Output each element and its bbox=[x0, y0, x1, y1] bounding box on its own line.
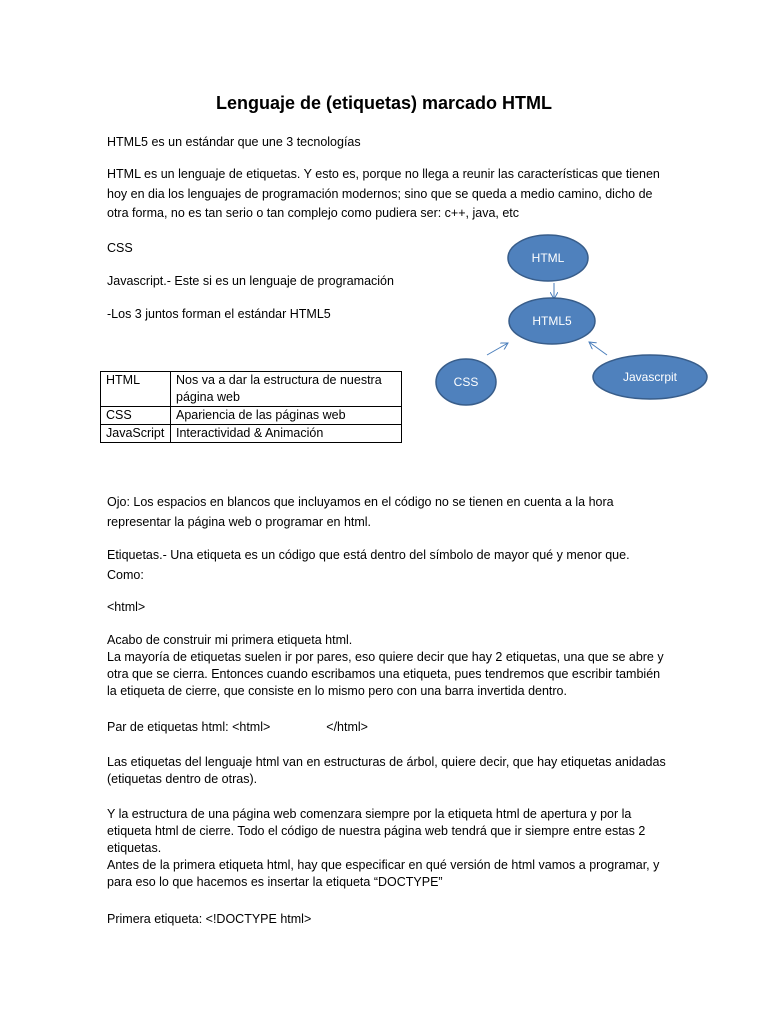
tag-pair-label: Par de etiquetas html: <html> bbox=[107, 720, 271, 734]
table-cell-desc: Apariencia de las páginas web bbox=[171, 407, 402, 425]
node-css-label: CSS bbox=[453, 375, 479, 389]
node-html5-label: HTML5 bbox=[532, 314, 572, 328]
technologies-table bbox=[100, 371, 402, 443]
table-cell-tech: HTML bbox=[101, 372, 171, 407]
paragraph-css: CSS bbox=[107, 241, 133, 255]
paragraph-tree-structure: Las etiquetas del lenguaje html van en estructuras de árbol, quiere decir, que hay etiquetas anidadas (etiquetas dentro de otras). bbox=[107, 755, 666, 786]
node-html5 bbox=[509, 298, 595, 344]
paragraph-html-tag: <html> bbox=[107, 600, 146, 614]
node-javascript-label: Javascrpit bbox=[622, 370, 678, 384]
tag-pair-close: </html> bbox=[326, 720, 368, 734]
paragraph-first-tag-line: Acabo de construir mi primera etiqueta html. bbox=[107, 633, 353, 647]
arrow-css-to-html5 bbox=[487, 343, 508, 355]
table-cell-tech: JavaScript bbox=[101, 425, 171, 443]
paragraph-tag-pairs: La mayoría de etiquetas suelen ir por pares, eso quiere decir que hay 2 etiquetas, una que se abre y otra que se cierra. Entonces cuando escribamos una etiqueta, pues tendremos que escribir también la etiqueta de cierre, que consiste en lo mismo pero con una barra invertida dentro. bbox=[107, 650, 664, 698]
table-row bbox=[101, 425, 402, 443]
arrow-javascript-to-html5 bbox=[589, 342, 607, 355]
paragraph-whitespace-note: Ojo: Los espacios en blancos que incluyamos en el código no se tienen en cuenta a la hora representar la página web o programar en html. bbox=[107, 495, 614, 529]
paragraph-doctype-intro: Antes de la primera etiqueta html, hay que especificar en qué versión de html vamos a programar, y para eso lo que hacemos es insertar la etiqueta “DOCTYPE” bbox=[107, 858, 660, 889]
node-javascript bbox=[593, 355, 707, 399]
html5-diagram bbox=[420, 225, 720, 410]
node-html-label: HTML bbox=[531, 251, 565, 265]
paragraph-html-description: HTML es un lenguaje de etiquetas. Y esto es, porque no llega a reunir las características que tienen hoy en dia los lenguajes de programación modernos; sino que se queda a medio camino, dicho de otra forma, no es tan serio o tan complejo como pudiera ser: c++, java, etc bbox=[107, 167, 660, 220]
paragraph-page-structure-line: Y la estructura de una página web comenzara siempre por la etiqueta html de apertura y por la etiqueta html de cierre. Todo el código de nuestra página web tendrá que ir siempre entre estas 2 etiquetas. bbox=[107, 807, 646, 855]
paragraph-page-structure bbox=[107, 806, 667, 891]
paragraph-tag-pair-example bbox=[107, 718, 667, 738]
paragraph-doctype: Primera etiqueta: <!DOCTYPE html> bbox=[107, 912, 312, 926]
node-css bbox=[436, 359, 496, 405]
table-row bbox=[101, 372, 402, 407]
paragraph-tags-definition: Etiquetas.- Una etiqueta es un código que está dentro del símbolo de mayor qué y menor que. Como: bbox=[107, 548, 630, 582]
page-title: Lenguaje de (etiquetas) marcado HTML bbox=[215, 93, 553, 113]
paragraph-first-tag bbox=[107, 632, 667, 700]
table-cell-tech: CSS bbox=[101, 407, 171, 425]
paragraph-javascript: Javascript.- Este si es un lenguaje de programación bbox=[107, 274, 394, 288]
paragraph-together: -Los 3 juntos forman el estándar HTML5 bbox=[107, 307, 331, 321]
table-row bbox=[101, 407, 402, 425]
paragraph-intro: HTML5 es un estándar que une 3 tecnologías bbox=[107, 135, 361, 149]
table-cell-desc: Interactividad & Animación bbox=[171, 425, 402, 443]
node-html bbox=[508, 235, 588, 281]
table-cell-desc: Nos va a dar la estructura de nuestra página web bbox=[171, 372, 402, 407]
